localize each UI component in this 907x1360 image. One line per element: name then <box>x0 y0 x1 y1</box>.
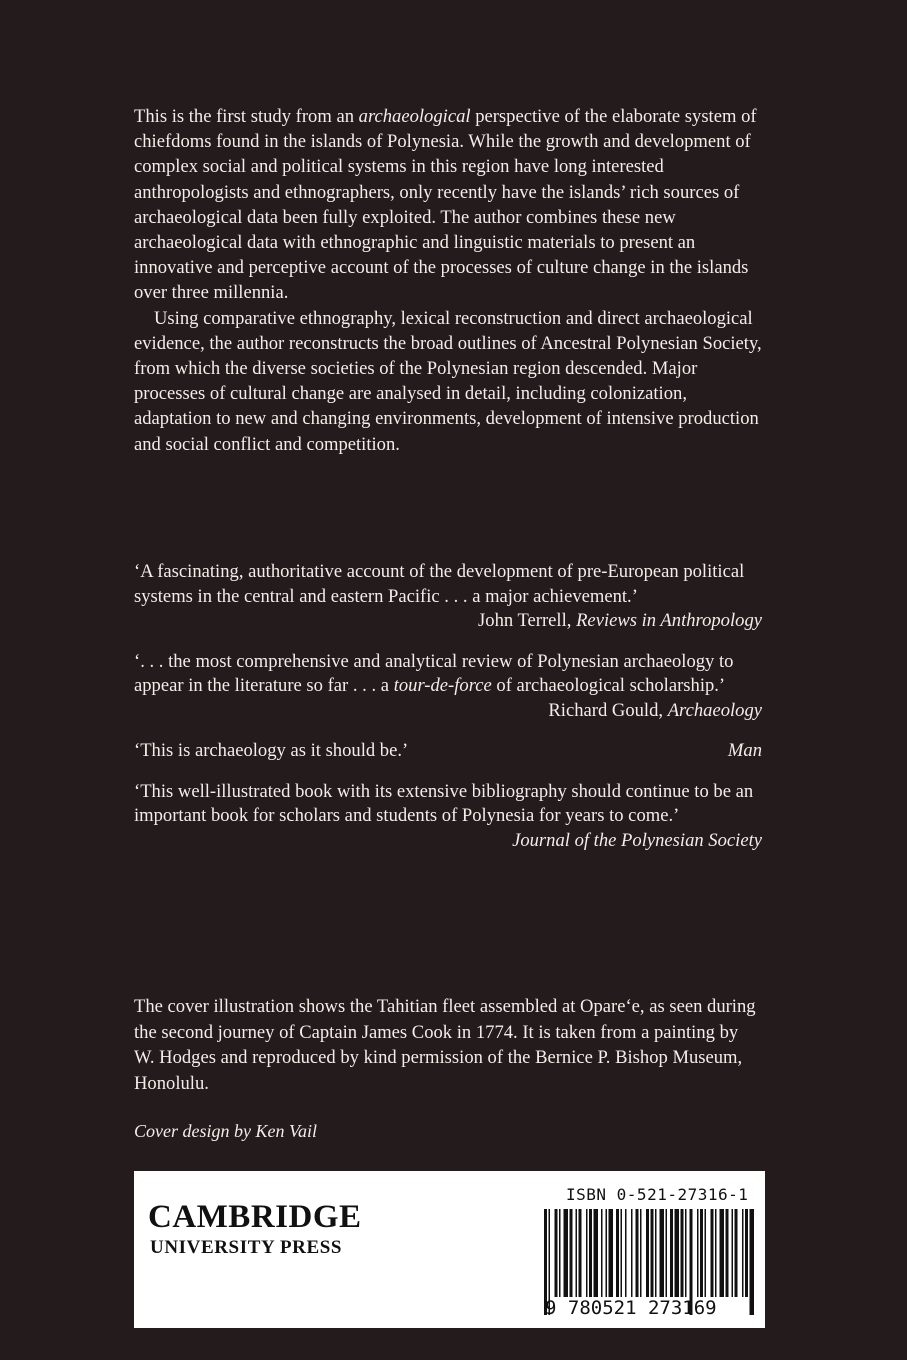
quote-text-end: of archaeological scholarship.’ <box>491 675 726 696</box>
quote-source: Journal of the Polynesian Society <box>512 829 762 851</box>
cover-illustration-credit: The cover illustration shows the Tahitian fleet assembled at Opare‘e, as seen during the second journey of Captain James Cook in 1774. It is taken from a painting by W. Hodges and reproduced by kind permission of the Bernice P. Bishop Museum, Honolulu. <box>134 996 756 1094</box>
quote-author: Richard Gould, <box>548 699 668 721</box>
review-quote <box>134 780 762 854</box>
quote-text: ‘This is archaeology as it should be.’ <box>134 740 409 761</box>
quote-author: John Terrell, <box>478 610 577 631</box>
quote-source: Archaeology <box>667 699 762 721</box>
review-quotes <box>134 560 762 869</box>
quote-text <box>134 651 733 697</box>
blurb-p1-end: perspective of the elaborate system of chiefdoms found in the islands of Polynesia. While the growth and development of complex social and political systems in this region have long interested anthropologists and ethnographers, only recently have the islands’ rich sources of archaeological data been fully exploited. The author combines these new archaeological data with ethnographic and linguistic materials to present an innovative and perceptive account of the processes of culture change in the islands over three millennia. <box>134 106 757 304</box>
quote-source: Man <box>727 740 762 761</box>
quote-attribution <box>512 829 762 854</box>
quote-text: ‘This well-illustrated book with its extensive bibliography should continue to be an important book for scholars and students of Polynesia for years to come.’ <box>134 780 754 826</box>
review-quote <box>134 739 762 764</box>
cover-design-credit: Cover design by Ken Vail <box>134 1121 317 1141</box>
blurb-paragraph-2: Using comparative ethnography, lexical reconstruction and direct archaeological evidence, the author reconstructs the broad outlines of Ancestral Polynesian Society, from which the diverse societies of the Polynesian region descended. Major processes of cultural change are analysed in detail, including colonization, adaptation to new and changing environments, development of intensive production and social conflict and competition. <box>134 307 762 455</box>
publisher-logo-subname: UNIVERSITY PRESS <box>150 1237 343 1258</box>
blurb-paragraph-1 <box>134 104 762 306</box>
publisher-logo-name: CAMBRIDGE <box>148 1199 362 1235</box>
quote-attribution <box>478 609 762 634</box>
review-quote <box>134 560 762 634</box>
description-blurb <box>134 104 762 457</box>
review-quote <box>134 650 762 724</box>
blurb-p1-emphasis: archaeological <box>358 106 471 127</box>
quote-attribution <box>728 739 762 764</box>
quote-text-start: ‘. . . the most comprehensive and analytical review of Polynesian archaeology to appear in the literature so far . . . a <box>134 650 734 696</box>
isbn-label: ISBN 0-521-27316-1 <box>566 1185 749 1204</box>
quote-source: Reviews in Anthropology <box>576 610 762 631</box>
quote-text: ‘A fascinating, authoritative account of the development of pre-European political systems in the central and eastern Pacific . . . a major achievement.’ <box>134 561 745 607</box>
barcode-digits: 9 780521 273169 <box>545 1297 717 1319</box>
quote-attribution <box>548 699 762 724</box>
publisher-barcode-panel <box>134 1171 765 1328</box>
quote-text-emphasis: tour-de-force <box>393 675 492 696</box>
blurb-p1-start: This is the first study from an <box>134 106 359 127</box>
